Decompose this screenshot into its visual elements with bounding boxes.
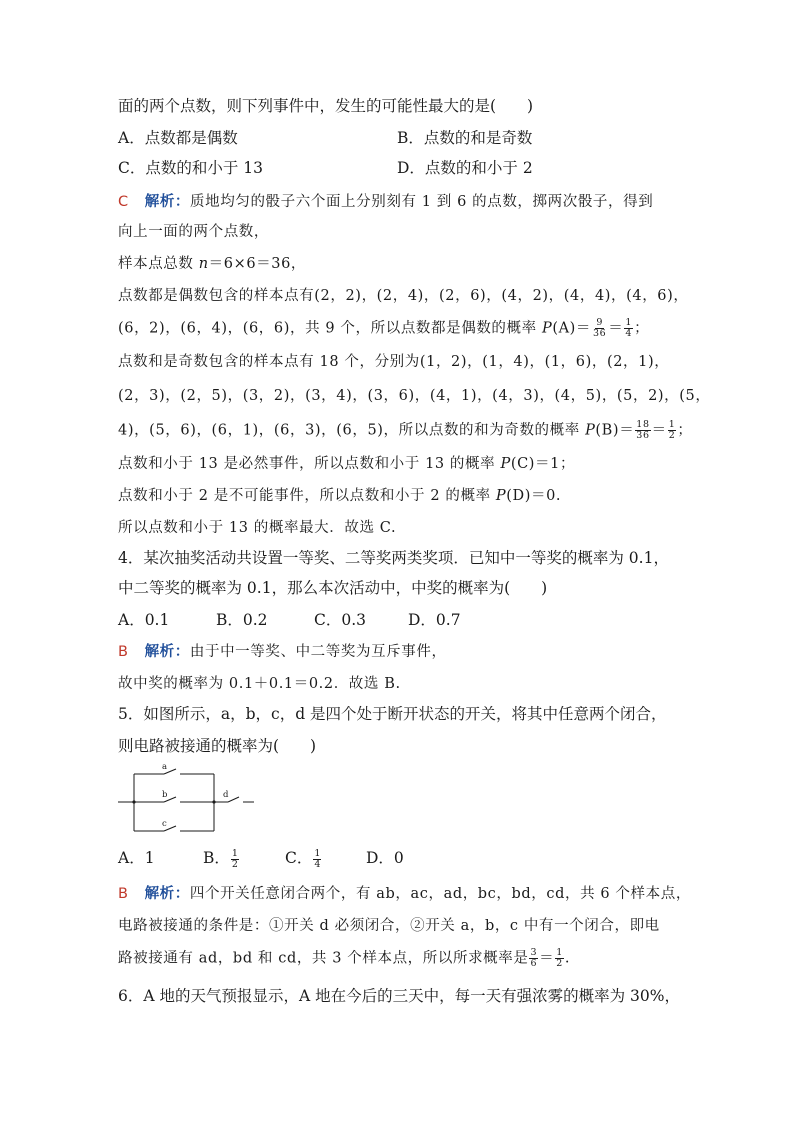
denominator: 2 <box>668 430 676 441</box>
text-segment: 4)，(5，6)，(6，1)，(6，3)，(6，5)，所以点数的和为奇数的概率 <box>118 422 586 439</box>
q3-option-d: D．点数的和小于 2 <box>397 159 533 177</box>
fraction <box>635 420 650 441</box>
text-segment: 样本点总数 <box>118 256 199 272</box>
q3-solution-line-11: 所以点数和小于 13 的概率最大．故选 C. <box>118 520 397 536</box>
q3-solution-line-2: 向上一面的两个点数， <box>118 224 269 240</box>
text-segment: (B)＝ <box>595 422 635 439</box>
math-variable: P <box>495 488 507 504</box>
text-segment: 路被接通有 ad，bd 和 cd，共 3 个样本点，所以所求概率是 <box>118 950 529 967</box>
fraction <box>592 318 607 339</box>
text-segment: (D)＝0. <box>506 488 562 504</box>
q3-answer-letter: C <box>118 194 129 210</box>
text-segment: ＝ <box>651 422 667 439</box>
circuit-diagram <box>118 762 258 834</box>
q5-solution-line-2: 电路被接通的条件是：①开关 d 必须闭合，②开关 a，b，c 中有一个闭合，即电 <box>118 918 660 934</box>
q5-solution-line-3 <box>118 948 570 969</box>
q4-answer-letter: B <box>118 644 129 660</box>
q3-stem-tail: 面的两个点数，则下列事件中，发生的可能性最大的是( ) <box>118 97 534 115</box>
fraction <box>529 948 538 969</box>
fraction <box>555 948 564 969</box>
q3-option-b: B．点数的和是奇数 <box>397 129 533 147</box>
text-segment: ＝ <box>608 320 624 337</box>
text-segment: (6，2)，(6，4)，(6，6)，共 9 个，所以点数都是偶数的概率 <box>118 320 542 337</box>
q5-stem-line-2: 则电路被接通的概率为( ) <box>118 737 317 755</box>
q3-option-a: A．点数都是偶数 <box>118 129 238 147</box>
numerator: 1 <box>668 419 676 430</box>
numerator: 1 <box>556 947 563 958</box>
q4-option-d: D．0.7 <box>408 611 461 629</box>
text-segment: ； <box>677 422 693 439</box>
numerator: 18 <box>636 419 650 430</box>
math-variable: n <box>198 256 209 272</box>
denominator: 4 <box>314 858 321 870</box>
math-variable: P <box>541 320 553 337</box>
fraction <box>313 849 321 870</box>
q5-option-d: D．0 <box>366 849 404 867</box>
q4-analysis-label: 解析： <box>144 643 190 660</box>
text-segment: 点数和小于 2 是不可能事件，所以点数和小于 2 的概率 <box>118 488 496 504</box>
q5-analysis-label: 解析： <box>144 885 190 902</box>
denominator: 6 <box>530 958 538 969</box>
q5-option-c <box>285 848 322 870</box>
q3-solution-line-1 <box>118 192 653 212</box>
q3-solution-text: 质地均匀的骰子六个面上分别刻有 1 到 6 的点数，掷两次骰子，得到 <box>190 194 654 210</box>
text-segment: ； <box>634 320 650 337</box>
q4-solution-line-1 <box>118 642 447 662</box>
q6-stem-line-1: 6．A 地的天气预报显示，A 地在今后的三天中，每一天有强浓雾的概率为 30%， <box>118 987 680 1005</box>
q3-solution-line-10 <box>118 486 561 506</box>
denominator: 2 <box>231 858 238 870</box>
math-variable: P <box>500 456 511 472</box>
q3-analysis-label: 解析： <box>144 193 191 210</box>
fraction <box>668 420 677 441</box>
switch-label-d: d <box>223 790 229 800</box>
q3-option-c: C．点数的和小于 13 <box>118 159 264 177</box>
text-segment: ＝6×6＝36， <box>208 256 307 272</box>
q4-stem-line-1: 4．某次抽奖活动共设置一等奖、二等奖两类奖项．已知中一等奖的概率为 0.1， <box>118 549 669 567</box>
q3-solution-line-3 <box>118 254 306 274</box>
q3-solution-line-5 <box>118 318 649 339</box>
denominator: 36 <box>636 430 650 441</box>
denominator: 2 <box>556 958 563 969</box>
q4-stem-line-2: 中二等奖的概率为 0.1，那么本次活动中，中奖的概率为( ) <box>118 579 548 597</box>
text-segment: ＝ <box>539 950 555 967</box>
q4-solution-line-2: 故中奖的概率为 0.1＋0.1＝0.2．故选 B. <box>118 676 401 692</box>
q3-solution-line-7: (2，3)，(2，5)，(3，2)，(3，4)，(3，6)，(4，1)，(4，3)，(4，5)，(5，2)，(5， <box>118 388 711 404</box>
text-segment: (C)＝1； <box>510 456 576 472</box>
q3-solution-line-6: 点数和是奇数包含的样本点有 18 个，分别为(1，2)，(1，4)，(1，6)，(2，1)， <box>118 354 670 370</box>
q5-solution-line-1 <box>118 884 691 904</box>
fraction <box>624 318 633 339</box>
q5-answer-letter: B <box>118 886 129 902</box>
text-segment: B． <box>203 849 230 867</box>
q5-option-a: A．1 <box>118 849 155 867</box>
switch-label-b: b <box>162 790 168 800</box>
q3-solution-line-4: 点数都是偶数包含的样本点有(2，2)，(2，4)，(2，6)，(4，2)，(4，4)，(4，6)， <box>118 288 689 304</box>
numerator: 1 <box>625 317 633 328</box>
numerator: 1 <box>231 847 238 859</box>
q5-stem-line-1: 5．如图所示，a，b，c，d 是四个处于断开状态的开关，将其中任意两个闭合， <box>118 705 667 723</box>
denominator: 4 <box>625 328 633 339</box>
numerator: 3 <box>530 947 538 958</box>
q5-option-b <box>203 848 240 870</box>
text-segment: (A)＝ <box>552 320 591 337</box>
q4-option-c: C．0.3 <box>314 611 367 629</box>
text-segment: 点数和小于 13 是必然事件，所以点数和小于 13 的概率 <box>118 456 501 472</box>
text-segment: C． <box>285 849 313 867</box>
q3-solution-line-8 <box>118 420 692 441</box>
fraction <box>231 849 239 870</box>
text-segment: . <box>564 950 571 967</box>
switch-label-a: a <box>162 762 168 772</box>
math-variable: P <box>585 422 596 439</box>
switch-label-c: c <box>162 819 167 829</box>
denominator: 36 <box>593 328 607 339</box>
numerator: 1 <box>314 847 321 859</box>
q4-option-b: B．0.2 <box>216 611 268 629</box>
q3-solution-line-9 <box>118 454 575 474</box>
q4-solution-text: 由于中一等奖、中二等奖为互斥事件， <box>189 644 447 660</box>
q5-solution-text: 四个开关任意闭合两个，有 ab，ac，ad，bc，bd，cd，共 6 个样本点， <box>189 886 691 902</box>
numerator: 9 <box>596 317 603 328</box>
q4-option-a: A．0.1 <box>118 611 170 629</box>
